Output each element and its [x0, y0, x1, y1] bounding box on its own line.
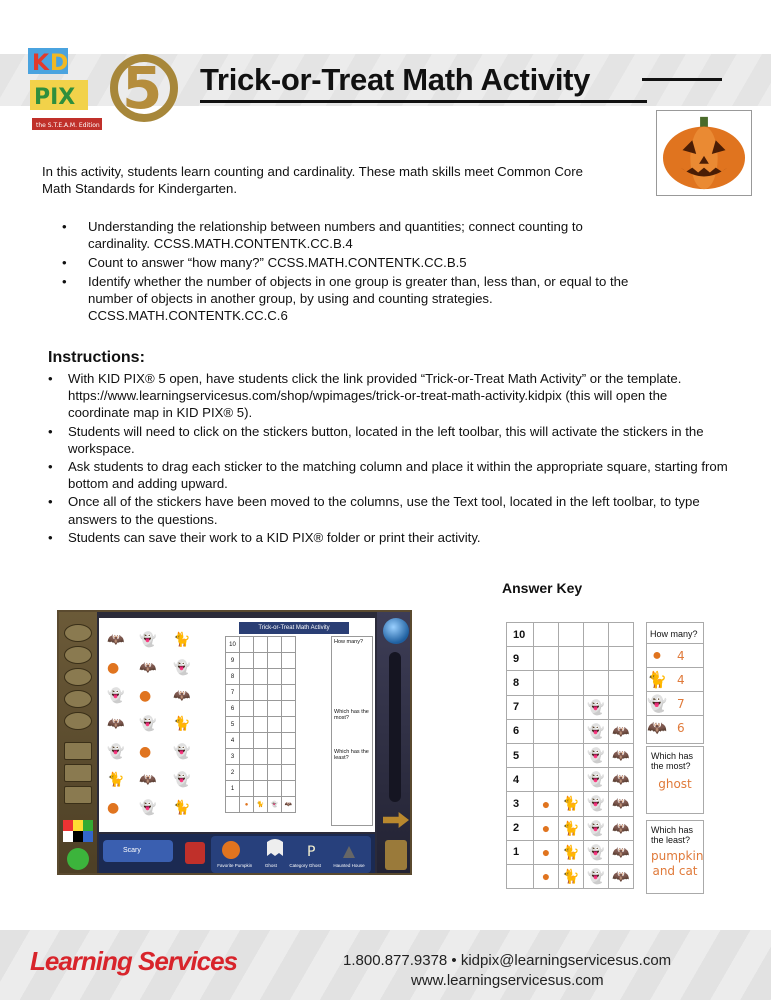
row-label: 8: [226, 669, 240, 685]
svg-text:👻: 👻: [107, 744, 125, 760]
objective-item: • Understanding the relationship between numbers and quantities; connect counting to cardinality. CCSS.MATH.CONTENTK.CC.B.4: [62, 218, 642, 252]
pumpkin-sticker: ●: [534, 864, 559, 888]
svg-text:●: ●: [107, 800, 120, 816]
bat-sticker: 🦇: [609, 743, 634, 767]
pumpkin-count: 4: [677, 648, 685, 663]
bat-sticker: 🦇: [609, 816, 634, 840]
ghost-count: 7: [677, 696, 685, 711]
objective-item: • Count to answer “how many?” CCSS.MATH.CONTENTK.CC.B.5: [62, 254, 642, 271]
right-toolbar: [377, 612, 412, 875]
instruction-item: • With KID PIX® 5 open, have students click the link provided “Trick-or-Treat Math Activity” or the template. https://www.learningservicesus.com/shop/wpimages/trick-or-treat-math-activity.kidpix (this will open the coordinate map in KID PIX® 5).: [48, 370, 728, 422]
pumpkin-image: [656, 110, 752, 196]
ghost-sticker: 👻: [584, 719, 609, 743]
ghost-sticker: 👻: [584, 743, 609, 767]
tool-button[interactable]: [64, 690, 92, 708]
sticker-label: Favorite Pumpkin: [217, 863, 253, 868]
bat-sticker: 🦇: [609, 768, 634, 792]
instructions-heading: Instructions:: [48, 349, 145, 366]
scrollbar[interactable]: [389, 652, 401, 802]
left-toolbar: [59, 612, 97, 875]
which-least-panel: [646, 820, 704, 894]
app-question-panel: [331, 636, 373, 826]
svg-text:👻: 👻: [139, 800, 157, 816]
answer-key-title: Answer Key: [502, 580, 583, 596]
pumpkin-sticker: ●: [534, 840, 559, 864]
bottom-panel: [99, 834, 375, 875]
objective-item: • Identify whether the number of objects in one group is greater than, less than, or equal to the number of objects in another group, by using and counting strategies. CCSS.MATH.CONTENTK.CC.C.6: [62, 273, 642, 324]
row-label: 1: [226, 781, 240, 797]
trash-can-icon[interactable]: [385, 840, 407, 870]
cat-sticker: 🐈: [559, 864, 584, 888]
row-label: 1: [507, 840, 534, 864]
app-grid-title: Trick-or-Treat Math Activity: [239, 622, 349, 634]
row-label: 5: [507, 743, 534, 767]
row-label: 7: [507, 695, 534, 719]
cat-icon: 🐈: [647, 671, 667, 689]
row-label: 7: [226, 685, 240, 701]
svg-text:●: ●: [107, 660, 120, 676]
bat-sticker: 🦇: [609, 792, 634, 816]
row-label: 3: [507, 792, 534, 816]
which-most-label: Which has the most?: [651, 751, 694, 771]
pumpkin-sticker: ●: [534, 816, 559, 840]
svg-text:👻: 👻: [173, 660, 191, 676]
app-canvas[interactable]: [99, 618, 375, 832]
instructions-list: [48, 370, 728, 547]
svg-text:👻: 👻: [173, 744, 191, 760]
row-label: 10: [507, 623, 534, 647]
globe-icon[interactable]: [383, 618, 409, 644]
svg-text:👻: 👻: [139, 716, 157, 732]
tool-button[interactable]: [64, 712, 92, 730]
svg-text:👻: 👻: [173, 772, 191, 788]
intro-paragraph: In this activity, students learn counting and cardinality. These math skills meet Common Core Math Standards for Kindergarten.: [42, 164, 583, 196]
row-label: 10: [226, 637, 240, 653]
ghost-sticker: 👻: [584, 816, 609, 840]
cat-sticker: 🐈: [559, 840, 584, 864]
page-title: Trick-or-Treat Math Activity: [200, 62, 591, 97]
cat-sticker: 🐈: [559, 792, 584, 816]
title-underline-extension: [642, 78, 722, 81]
sticker-label: Category Ghost: [289, 863, 321, 868]
bat-count: 6: [677, 720, 685, 735]
svg-text:👻: 👻: [139, 632, 157, 648]
how-many-label: How many?: [650, 629, 698, 639]
tool-button[interactable]: [64, 646, 92, 664]
cat-sticker: 🐈: [559, 816, 584, 840]
tool-button[interactable]: [64, 624, 92, 642]
instruction-item: • Students can save their work to a KID PIX® folder or print their activity.: [48, 529, 728, 546]
svg-text:🐈: 🐈: [173, 800, 191, 816]
answer-key-grid: [506, 622, 634, 889]
row-label: 8: [507, 671, 534, 695]
kidpix-app-screenshot: [57, 610, 412, 875]
arrow-right-icon[interactable]: [383, 812, 409, 828]
kidpix-logo: [22, 30, 182, 134]
row-label: 6: [226, 701, 240, 717]
contact-website: www.learningservicesus.com: [411, 972, 604, 989]
pumpkin-icon: ●: [652, 646, 662, 664]
bat-sticker: 🦇: [609, 840, 634, 864]
svg-text:5: 5: [122, 54, 163, 122]
sticker-label: Haunted House: [333, 863, 365, 868]
ghost-icon: 👻: [647, 695, 667, 713]
instruction-item: • Students will need to click on the stickers button, located in the left toolbar, this will activate the stickers in the workspace.: [48, 423, 728, 457]
which-least-answer: pumpkin and cat: [651, 849, 704, 878]
how-many-panel: [646, 622, 704, 744]
which-most-panel: [646, 746, 704, 814]
row-label: 6: [507, 719, 534, 743]
svg-text:D: D: [50, 51, 69, 76]
svg-text:●: ●: [139, 744, 152, 760]
which-most-label: Which has the most?: [334, 709, 369, 721]
svg-text:🦇: 🦇: [107, 632, 125, 648]
svg-text:🦇: 🦇: [173, 688, 191, 704]
svg-text:🐈: 🐈: [107, 772, 125, 788]
svg-text:K: K: [32, 51, 50, 76]
tool-button[interactable]: [64, 742, 92, 760]
sticker-button[interactable]: [185, 842, 205, 864]
ghost-sticker: 👻: [584, 840, 609, 864]
svg-text:🦇: 🦇: [139, 660, 157, 676]
row-label: 4: [226, 733, 240, 749]
row-label: 3: [226, 749, 240, 765]
ghost-sticker: 👻: [584, 768, 609, 792]
svg-text:👻: 👻: [107, 688, 125, 704]
svg-text:P: P: [307, 844, 316, 860]
instruction-item: • Ask students to drag each sticker to the matching column and place it within the appropriate square, starting from bottom and adding upward.: [48, 458, 728, 492]
sticker-tray[interactable]: [211, 836, 371, 873]
ghost-sticker: 👻: [584, 864, 609, 888]
tool-button[interactable]: [64, 786, 92, 804]
how-many-label: How many?: [334, 639, 364, 645]
tool-button[interactable]: [64, 668, 92, 686]
ghost-sticker: 👻: [584, 695, 609, 719]
pumpkin-sticker: ●: [534, 792, 559, 816]
row-label: 2: [226, 765, 240, 781]
tool-button[interactable]: [64, 764, 92, 782]
row-label: 9: [226, 653, 240, 669]
svg-text:🦇: 🦇: [107, 716, 125, 732]
cat-count: 4: [677, 672, 685, 687]
logo-subtitle: the S.T.E.A.M. Edition: [36, 122, 100, 129]
which-least-label: Which has the least?: [651, 825, 694, 845]
bat-sticker: 🦇: [609, 719, 634, 743]
ghost-sticker: 👻: [584, 792, 609, 816]
svg-text:🐈: 🐈: [173, 632, 191, 648]
which-most-answer: ghost: [658, 777, 692, 791]
svg-text:PIX: PIX: [34, 85, 76, 110]
svg-text:●: ●: [139, 688, 152, 704]
color-swatches[interactable]: [63, 820, 93, 842]
contact-phone-email: 1.800.877.9378 • kidpix@learningservicesus.com: [343, 952, 672, 969]
sticker-label: Ghost: [264, 863, 277, 868]
svg-text:🐈: 🐈: [173, 716, 191, 732]
instruction-item: • Once all of the stickers have been moved to the columns, use the Text tool, located in the left toolbar, to type answers to the questions.: [48, 493, 728, 527]
objectives-list: [62, 218, 642, 326]
title-underline: [200, 100, 647, 103]
sticker-field[interactable]: [103, 626, 203, 826]
row-label: 5: [226, 717, 240, 733]
row-label: 9: [507, 647, 534, 671]
bat-sticker: 🦇: [609, 864, 634, 888]
app-graph-grid: 10 9 8 7 6 5 4 3 2 1 ● 🐈 👻 🦇: [225, 636, 296, 813]
bat-icon: 🦇: [647, 719, 667, 737]
row-label: 2: [507, 816, 534, 840]
paint-splat-icon[interactable]: [67, 848, 89, 870]
sticker-category-select[interactable]: Scary: [103, 840, 173, 862]
learning-services-logo: Learning Services: [30, 946, 237, 976]
which-least-label: Which has the least?: [334, 749, 369, 761]
row-label: 4: [507, 768, 534, 792]
svg-text:🦇: 🦇: [139, 772, 157, 788]
